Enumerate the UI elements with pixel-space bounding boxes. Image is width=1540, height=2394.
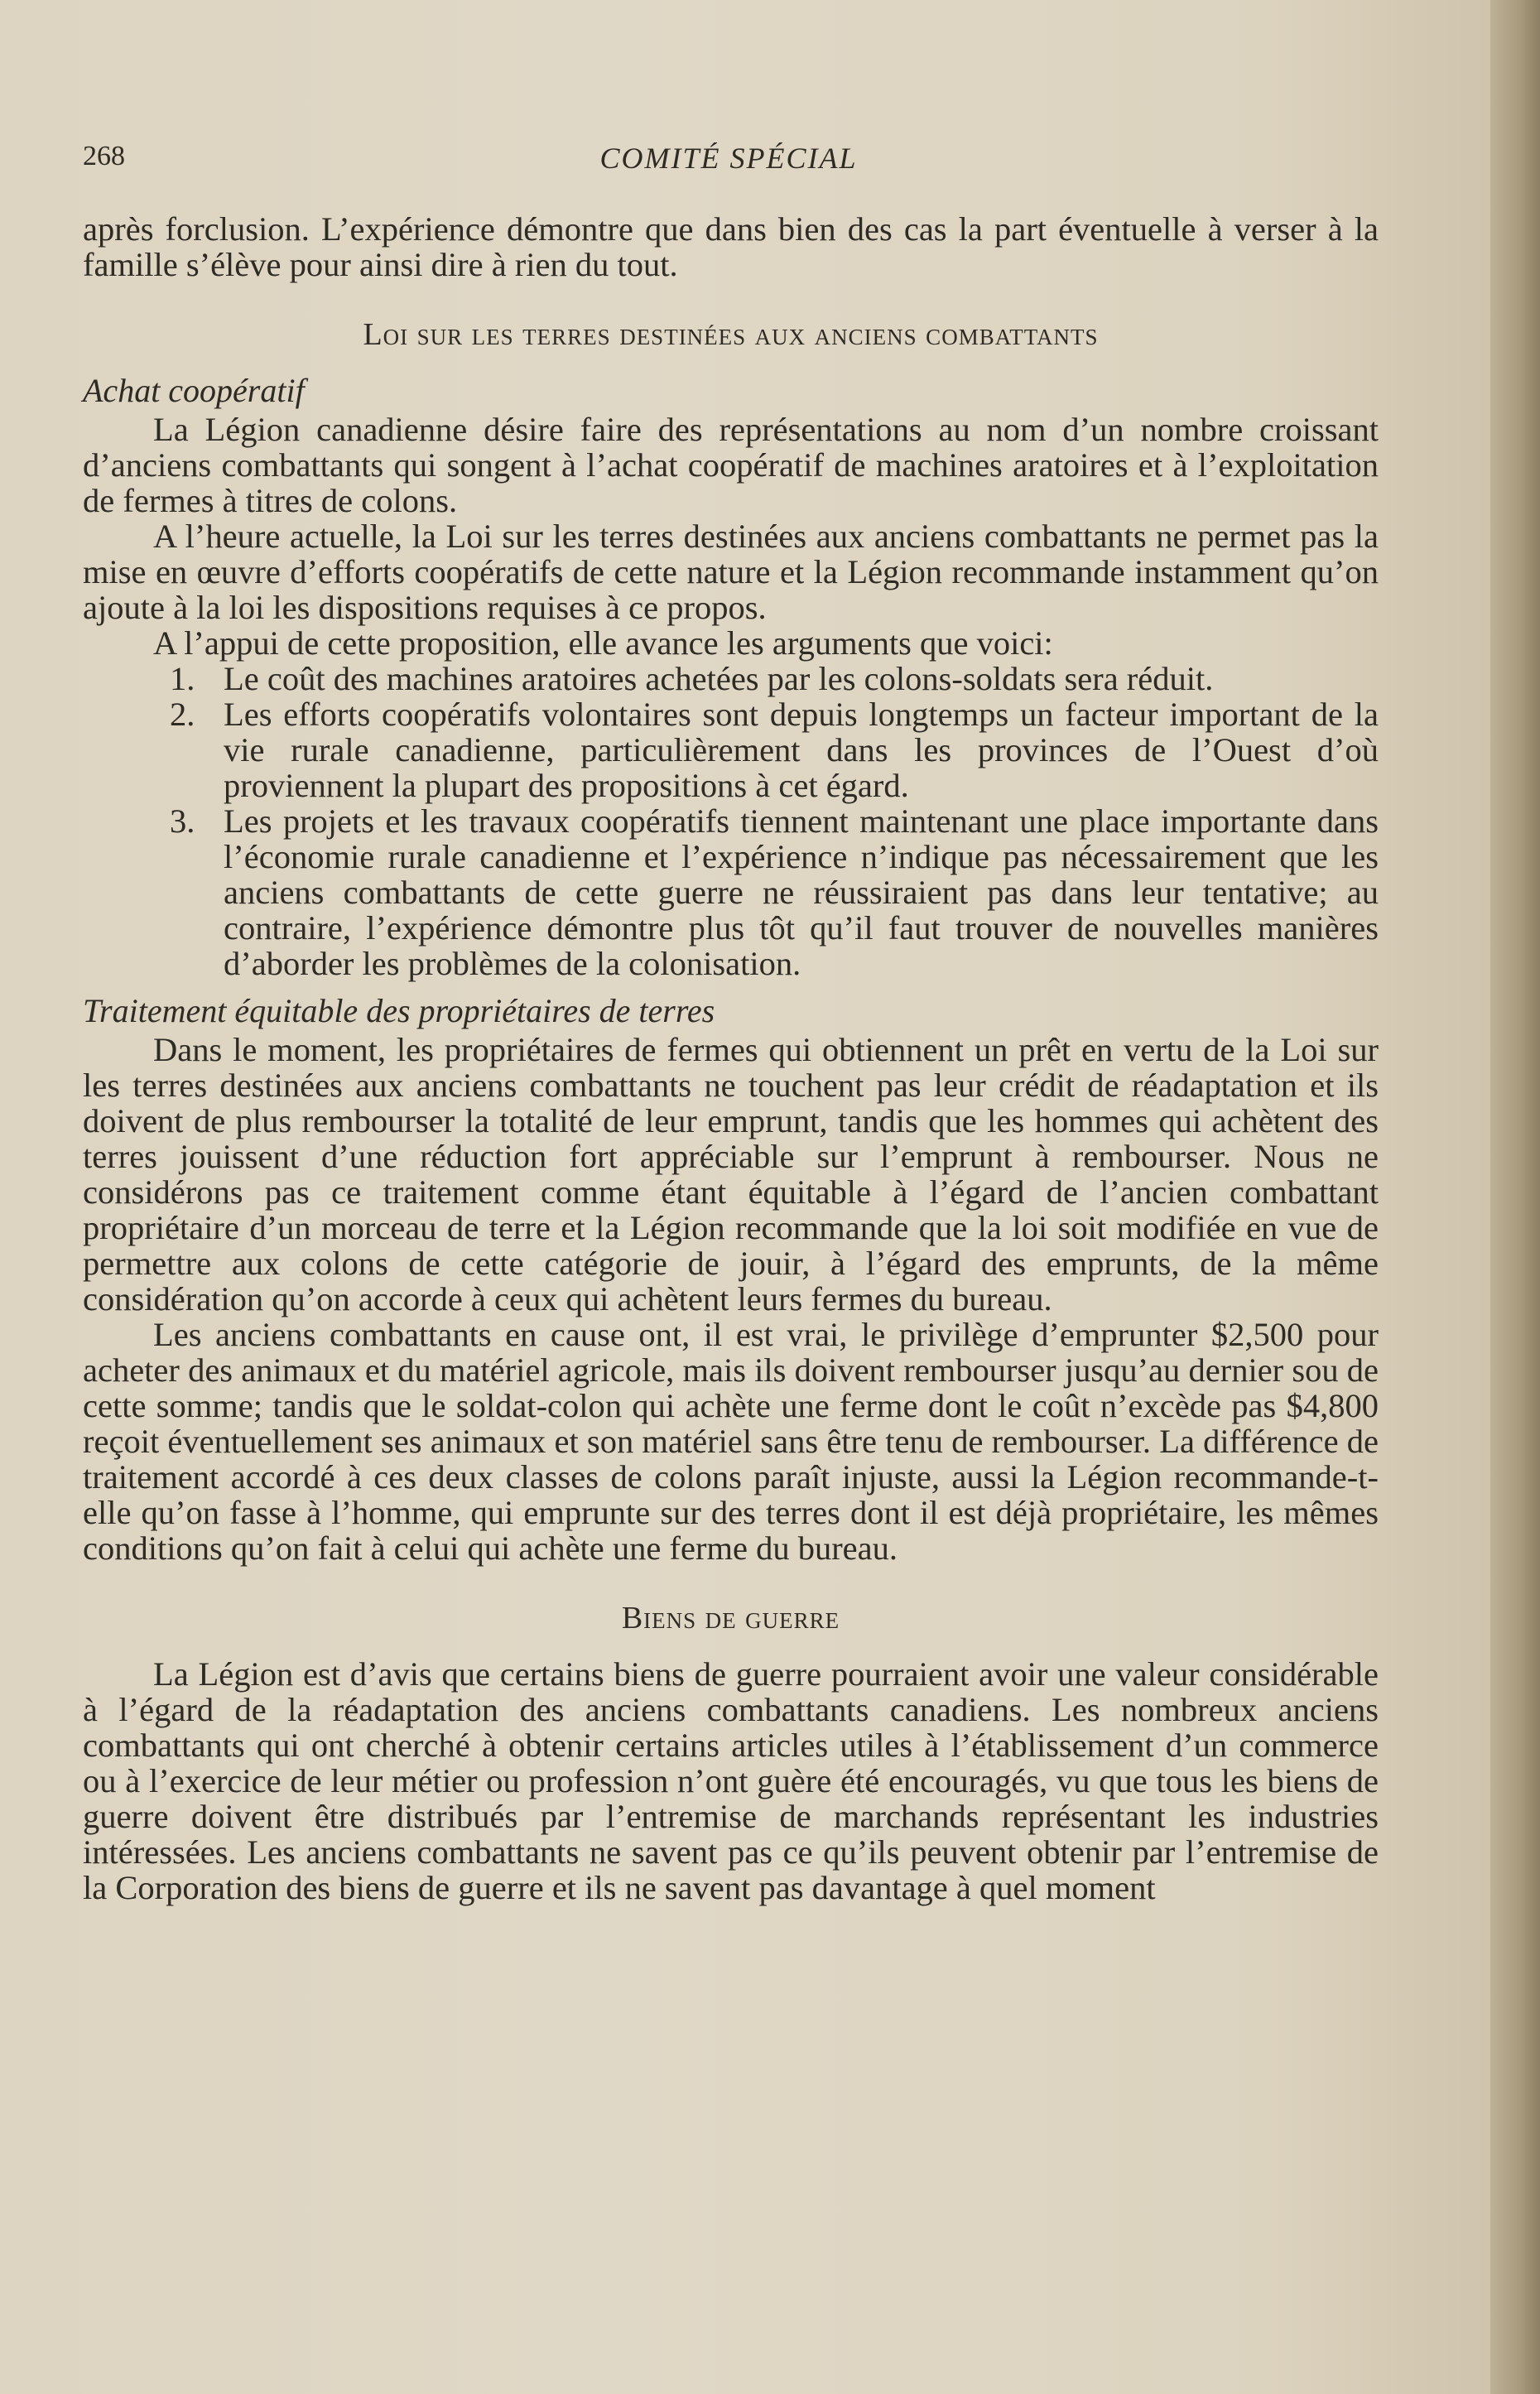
list-item — [83, 803, 1379, 981]
paragraph: Les anciens combattants en cause ont, il est vrai, le privilège d’emprunter $2,500 pour acheter des animaux et du matériel agricole, mais ils doivent rembourser jusqu’au dernier sou de cette somme; tandis que le soldat-colon qui achète une ferme dont le coût n’excède pas $4,800 reçoit éventuellement ses animaux et son matériel sans être tenu de rembourser. La différence de traitement accordé à ces deux classes de colons paraît injuste, aussi la Légion recommande-t-elle qu’on fasse à l’homme, qui emprunte sur des terres dont il est déjà propriétaire, les mêmes conditions qu’on fait à celui qui achète une ferme du bureau. — [83, 1316, 1379, 1567]
subheading-achat-cooperatif: Achat coopératif — [83, 372, 305, 409]
paragraph: A l’appui de cette proposition, elle avance les arguments que voici: — [153, 624, 1053, 662]
list-item-number: 1. — [170, 660, 195, 697]
opening-paragraph: après forclusion. L’expérience démontre que dans bien des cas la part éventuelle à verser à la famille s’élève pour ainsi dire à rien du tout. — [83, 210, 1379, 283]
list-item-number: 3. — [170, 802, 195, 840]
page-number: 268 — [83, 141, 125, 171]
page-header — [83, 141, 1374, 182]
list-item-number: 2. — [170, 696, 195, 733]
paragraph: A l’heure actuelle, la Loi sur les terres destinées aux anciens combattants ne permet pas la mise en œuvre d’efforts coopératifs de cette nature et la Légion recommande instamment qu’on ajoute à la loi les dispositions requises à ce propos. — [83, 518, 1379, 626]
section-heading-biens-guerre: Biens de guerre — [621, 1601, 840, 1635]
list-item-text: Le coût des machines aratoires achetées par les colons-soldats sera réduit. — [224, 660, 1214, 697]
page-body — [83, 211, 1379, 1905]
arguments-list — [83, 661, 1379, 981]
list-item-text: Les efforts coopératifs volontaires sont depuis longtemps un facteur important de la vie rurale canadienne, particulièrement dans les provinces de l’Ouest d’où proviennent la plupart des propositions à cet égard. — [224, 696, 1379, 804]
list-item-text: Les projets et les travaux coopératifs tiennent maintenant une place importante dans l’économie rurale canadienne et l’expérience n’indique pas nécessairement que les anciens combattants de cette guerre ne réussiraient pas dans leur tentative; au contraire, l’expérience démontre plus tôt qu’il faut trouver de nouvelles manières d’aborder les problèmes de la colonisation. — [224, 802, 1379, 982]
paragraph: La Légion est d’avis que certains biens de guerre pourraient avoir une valeur considérable à l’égard de la réadaptation des anciens combattants canadiens. Les nombreux anciens combattants qui ont cherché à obtenir certains articles utiles à l’établissement d’un commerce ou à l’exercice de leur métier ou profession n’ont guère été encouragés, vu que tous les biens de guerre doivent être distribués par l’entremise de marchands représentant les industries intéressées. Les anciens combattants ne savent pas ce qu’ils peuvent obtenir par l’entremise de la Corporation des biens de guerre et ils ne savent pas davantage à quel moment — [83, 1655, 1379, 1906]
list-item — [83, 661, 1379, 696]
paragraph: Dans le moment, les propriétaires de fermes qui obtiennent un prêt en vertu de la Loi sur les terres destinées aux anciens combattants ne touchent pas leur crédit de réadaptation et ils doivent de plus rembourser la totalité de leur emprunt, tandis que les hommes qui achètent des terres jouissent d’une réduction fort appréciable sur l’emprunt à rembourser. Nous ne considérons pas ce traitement comme étant équitable à l’égard de l’ancien combattant propriétaire d’un morceau de terre et la Légion recommande que la loi soit modifiée en vue de permettre aux colons de cette catégorie de jouir, à l’égard des emprunts, de la même considération qu’on accorde à ceux qui achètent leurs fermes du bureau. — [83, 1031, 1379, 1317]
list-item — [83, 696, 1379, 803]
running-head: COMITÉ SPÉCIAL — [599, 142, 858, 175]
section-heading-loi-terres: Loi sur les terres destinées aux anciens combattants — [363, 317, 1099, 352]
page-edge-binding — [1490, 0, 1540, 2394]
paragraph: La Légion canadienne désire faire des représentations au nom d’un nombre croissant d’anciens combattants qui songent à l’achat coopératif de machines aratoires et à l’exploitation de fermes à titres de colons. — [83, 411, 1379, 519]
subheading-traitement-equitable: Traitement équitable des propriétaires de terres — [83, 992, 715, 1029]
